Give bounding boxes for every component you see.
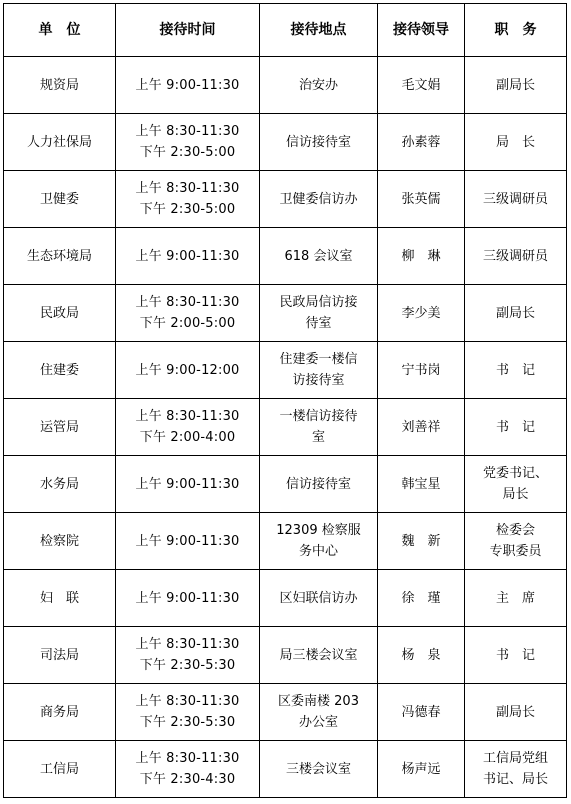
unit-cell: 规资局 <box>4 57 116 114</box>
time-cell <box>116 399 260 456</box>
table-row <box>4 342 567 399</box>
place-cell <box>260 342 378 399</box>
position-line: 局 长 <box>495 134 535 150</box>
time-line: 上午 8:30-11:30 <box>135 637 240 652</box>
place-line: 治安办 <box>298 77 338 93</box>
time-line: 上午 9:00-11:30 <box>135 533 240 549</box>
leader-cell: 魏 新 <box>378 513 465 570</box>
place-line: 局三楼会议室 <box>279 647 358 663</box>
time-cell <box>116 570 260 627</box>
time-line: 下午 2:30-5:00 <box>139 145 236 160</box>
unit-cell: 运管局 <box>4 399 116 456</box>
time-line: 下午 2:30-5:30 <box>139 715 236 730</box>
place-line: 民政局信访接 <box>279 295 358 310</box>
time-cell <box>116 285 260 342</box>
table-row <box>4 228 567 285</box>
table-row <box>4 57 567 114</box>
place-line: 住建委一楼信 <box>279 352 358 367</box>
position-line: 副局长 <box>495 704 535 720</box>
place-line: 区委南楼 203 <box>278 694 359 709</box>
place-cell <box>260 570 378 627</box>
time-cell <box>116 57 260 114</box>
table-row <box>4 171 567 228</box>
unit-cell: 水务局 <box>4 456 116 513</box>
time-line: 上午 8:30-11:30 <box>135 751 240 766</box>
place-line: 618 会议室 <box>284 248 353 264</box>
place-line: 待室 <box>305 316 332 331</box>
place-cell <box>260 456 378 513</box>
place-line: 访接待室 <box>292 373 345 388</box>
leader-cell: 韩宝星 <box>378 456 465 513</box>
position-cell <box>465 684 567 741</box>
table-row <box>4 570 567 627</box>
time-line: 上午 9:00-11:30 <box>135 248 240 264</box>
header-row <box>4 4 567 57</box>
table-row <box>4 456 567 513</box>
place-cell <box>260 57 378 114</box>
position-line: 书 记 <box>495 362 535 378</box>
position-line: 局长 <box>502 487 529 502</box>
unit-cell: 妇 联 <box>4 570 116 627</box>
header-position: 职 务 <box>465 4 567 57</box>
table-row <box>4 513 567 570</box>
leader-cell: 柳 琳 <box>378 228 465 285</box>
place-cell <box>260 513 378 570</box>
place-line: 12309 检察服 <box>276 523 361 538</box>
place-cell <box>260 228 378 285</box>
position-cell <box>465 342 567 399</box>
time-line: 下午 2:00-4:00 <box>139 430 236 445</box>
header-unit: 单 位 <box>4 4 116 57</box>
position-cell <box>465 114 567 171</box>
place-cell <box>260 741 378 798</box>
unit-cell: 司法局 <box>4 627 116 684</box>
time-line: 下午 2:00-5:00 <box>139 316 236 331</box>
position-line: 主 席 <box>495 590 535 606</box>
unit-cell: 商务局 <box>4 684 116 741</box>
place-line: 卫健委信访办 <box>279 191 358 207</box>
time-line: 下午 2:30-4:30 <box>139 772 236 787</box>
time-cell <box>116 114 260 171</box>
position-line: 副局长 <box>495 77 535 93</box>
place-line: 三楼会议室 <box>285 761 351 777</box>
table-row <box>4 684 567 741</box>
table-row <box>4 741 567 798</box>
leader-cell: 李少美 <box>378 285 465 342</box>
leader-cell: 张英儒 <box>378 171 465 228</box>
table-row <box>4 399 567 456</box>
unit-cell: 卫健委 <box>4 171 116 228</box>
time-line: 上午 8:30-11:30 <box>135 181 240 196</box>
position-cell <box>465 456 567 513</box>
position-line: 工信局党组 <box>482 751 548 766</box>
unit-cell: 生态环境局 <box>4 228 116 285</box>
position-cell <box>465 285 567 342</box>
time-cell <box>116 513 260 570</box>
leader-cell: 冯德春 <box>378 684 465 741</box>
time-cell <box>116 684 260 741</box>
unit-cell: 人力社保局 <box>4 114 116 171</box>
place-cell <box>260 684 378 741</box>
position-line: 书 记 <box>495 419 535 435</box>
position-line: 专职委员 <box>489 544 542 559</box>
position-line: 书记、局长 <box>482 772 548 787</box>
unit-cell: 工信局 <box>4 741 116 798</box>
leader-cell: 杨 泉 <box>378 627 465 684</box>
unit-cell: 检察院 <box>4 513 116 570</box>
place-cell <box>260 114 378 171</box>
time-cell <box>116 456 260 513</box>
table-row <box>4 627 567 684</box>
position-line: 党委书记、 <box>482 466 548 481</box>
time-cell <box>116 171 260 228</box>
leader-cell: 刘善祥 <box>378 399 465 456</box>
leader-cell: 宁书岗 <box>378 342 465 399</box>
position-cell <box>465 57 567 114</box>
time-line: 下午 2:30-5:30 <box>139 658 236 673</box>
place-line: 务中心 <box>298 544 338 559</box>
time-line: 上午 9:00-11:30 <box>135 77 240 93</box>
position-cell <box>465 513 567 570</box>
time-line: 上午 8:30-11:30 <box>135 295 240 310</box>
position-cell <box>465 741 567 798</box>
place-cell <box>260 627 378 684</box>
table-row <box>4 285 567 342</box>
header-leader: 接待领导 <box>378 4 465 57</box>
place-line: 办公室 <box>298 715 338 730</box>
time-cell <box>116 342 260 399</box>
position-cell <box>465 399 567 456</box>
position-line: 检委会 <box>495 523 535 538</box>
position-cell <box>465 570 567 627</box>
time-line: 上午 8:30-11:30 <box>135 409 240 424</box>
place-line: 区妇联信访办 <box>279 590 358 606</box>
header-time: 接待时间 <box>116 4 260 57</box>
table-body <box>4 57 567 798</box>
time-cell <box>116 627 260 684</box>
time-line: 上午 8:30-11:30 <box>135 124 240 139</box>
position-line: 三级调研员 <box>482 191 548 207</box>
time-cell <box>116 741 260 798</box>
place-cell <box>260 399 378 456</box>
place-line: 信访接待室 <box>285 476 351 492</box>
leader-cell: 毛文娟 <box>378 57 465 114</box>
place-line: 信访接待室 <box>285 134 351 150</box>
time-line: 下午 2:30-5:00 <box>139 202 236 217</box>
position-line: 书 记 <box>495 647 535 663</box>
unit-cell: 民政局 <box>4 285 116 342</box>
reception-schedule-table <box>3 3 567 798</box>
position-cell <box>465 228 567 285</box>
place-line: 一楼信访接待 <box>279 409 358 424</box>
place-line: 室 <box>311 430 325 445</box>
position-cell <box>465 627 567 684</box>
place-cell <box>260 171 378 228</box>
time-cell <box>116 228 260 285</box>
time-line: 上午 9:00-12:00 <box>135 362 240 378</box>
time-line: 上午 9:00-11:30 <box>135 590 240 606</box>
time-line: 上午 8:30-11:30 <box>135 694 240 709</box>
leader-cell: 徐 瑾 <box>378 570 465 627</box>
place-cell <box>260 285 378 342</box>
time-line: 上午 9:00-11:30 <box>135 476 240 492</box>
table-row <box>4 114 567 171</box>
header-place: 接待地点 <box>260 4 378 57</box>
position-line: 副局长 <box>495 305 535 321</box>
position-cell <box>465 171 567 228</box>
reception-schedule-sheet <box>3 3 566 798</box>
leader-cell: 孙素蓉 <box>378 114 465 171</box>
position-line: 三级调研员 <box>482 248 548 264</box>
unit-cell: 住建委 <box>4 342 116 399</box>
leader-cell: 杨声远 <box>378 741 465 798</box>
